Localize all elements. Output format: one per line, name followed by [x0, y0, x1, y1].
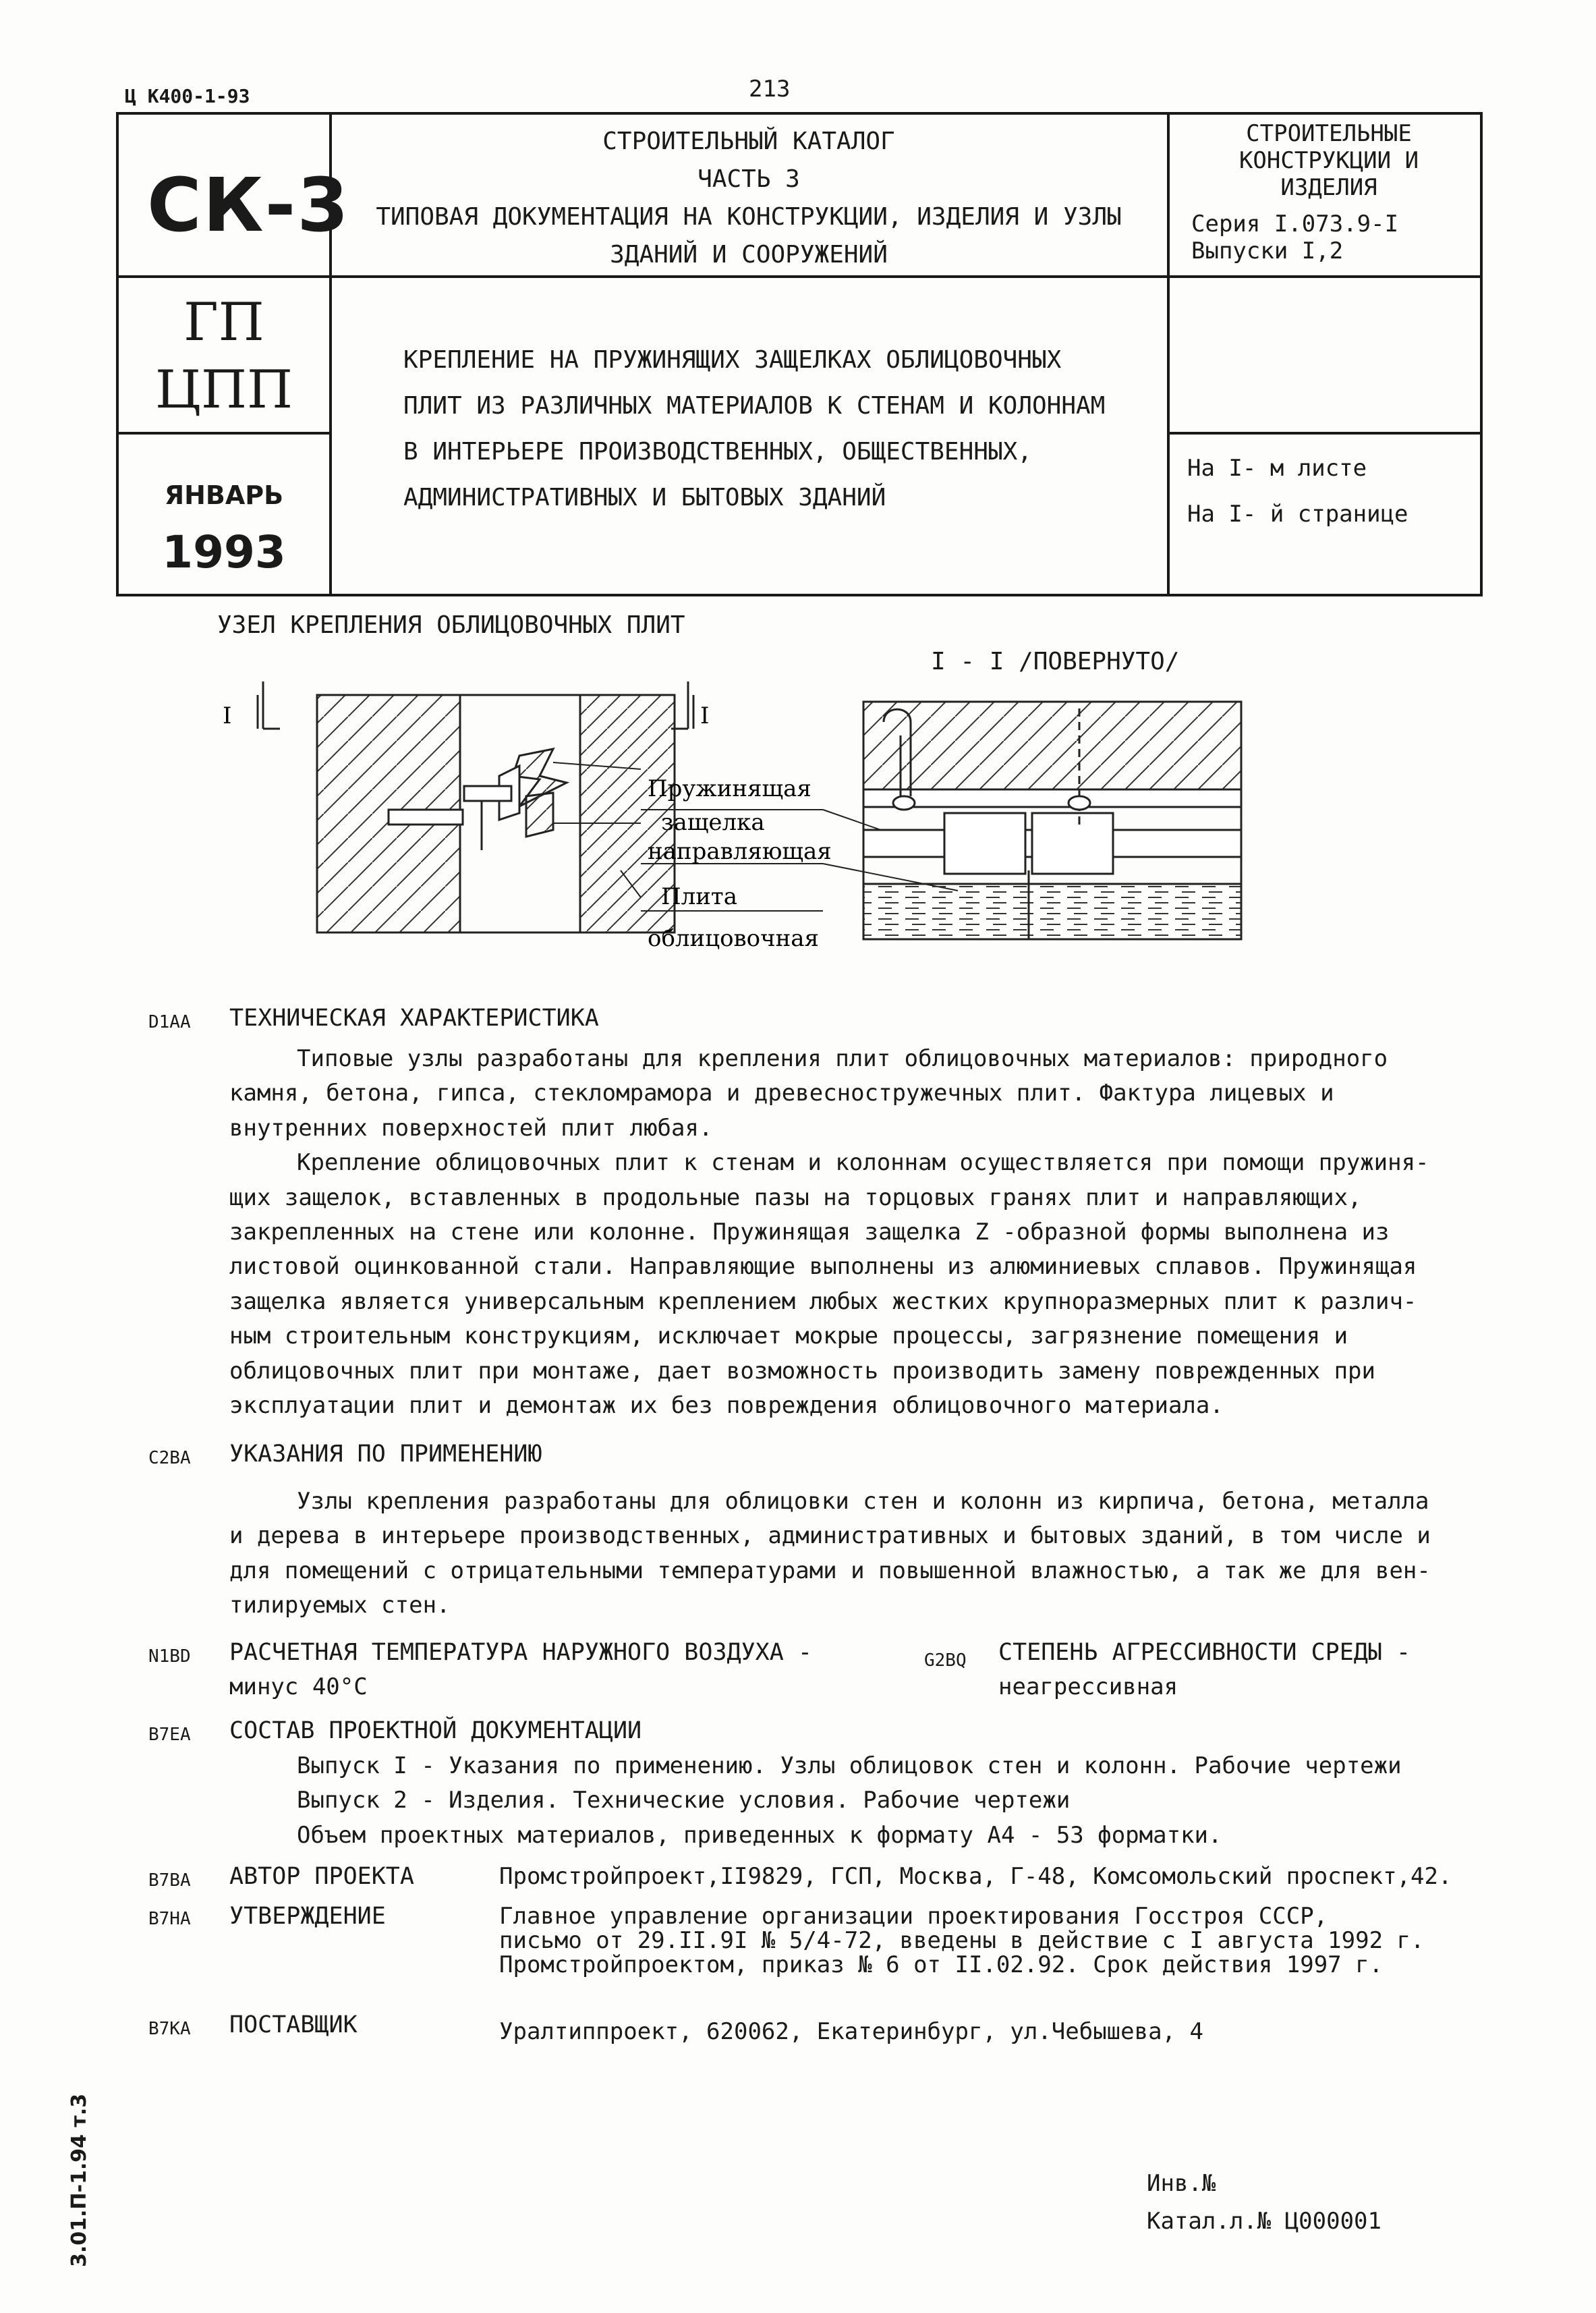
divider — [1167, 432, 1483, 435]
title-line: КРЕПЛЕНИЕ НА ПРУЖИНЯЩИХ ЗАЩЕЛКАХ ОБЛИЦОВОЧНЫХ — [403, 346, 1062, 374]
divider — [1167, 112, 1170, 596]
catalog-line: СТРОИТЕЛЬНЫЙ КАТАЛОГ — [602, 128, 895, 155]
section-heading: СТЕПЕНЬ АГРЕССИВНОСТИ СРЕДЫ - — [998, 1639, 1411, 1666]
org-line: ЦПП — [154, 360, 293, 420]
inventory-number: Инв.№ — [1147, 2170, 1216, 2197]
text-line: листовой оцинкованной стали. Направляющие выполнены из алюминиевых сплавов. Пружинящая — [229, 1253, 1417, 1281]
text-line: Типовые узлы разработаны для крепления плит облицовочных материалов: природного — [297, 1045, 1388, 1072]
org-block — [119, 289, 329, 424]
supplier-address: Уралтиппроект, 620062, Екатеринбург, ул.Чебышева, 4 — [499, 2018, 1203, 2045]
year-label: 1993 — [162, 526, 286, 578]
section-aggressiveness — [924, 1636, 1477, 1705]
divider — [116, 432, 331, 435]
label-guide: направляющая — [648, 838, 832, 865]
section-documentation — [148, 1714, 1484, 1853]
section-heading: УКАЗАНИЯ ПО ПРИМЕНЕНИЮ — [229, 1441, 542, 1468]
divider — [116, 275, 1483, 278]
cladding-section — [863, 884, 1241, 939]
section-code: B7KA — [148, 2019, 191, 2039]
catalog-sheet-number: Катал.л.№ Ц000001 — [1147, 2208, 1381, 2235]
title-line: В ИНТЕРЬЕРЕ ПРОИЗВОДСТВЕННЫХ, ОБЩЕСТВЕННЫХ, — [403, 438, 1032, 466]
category-line: КОНСТРУКЦИИ И — [1238, 147, 1419, 174]
text-line: Промстройпроектом, приказ № 6 от II.02.92. Срок действия 1997 г. — [499, 1951, 1384, 1978]
section-code: N1BD — [148, 1646, 191, 1667]
label-plate-1: Плита — [661, 883, 737, 910]
section-tech — [148, 1001, 1484, 1423]
issues-label: Выпуски I,2 — [1191, 238, 1344, 264]
brand-logo: СК-3 — [147, 162, 350, 248]
text-line: щих защелок, вставленных в продольные пазы на торцовых гранях плит и направляющих, — [229, 1183, 1362, 1211]
catalog-footer — [1147, 2165, 1381, 2240]
author-address: Промстройпроект,II9829, ГСП, Москва, Г-48, Комсомольский проспект,42. — [499, 1863, 1452, 1890]
text-line: Выпуск I - Указания по применению. Узлы облицовок стен и колонн. Рабочие чертежи — [297, 1752, 1402, 1779]
title-line: АДМИНИСТРАТИВНЫХ И БЫТОВЫХ ЗДАНИЙ — [403, 484, 886, 511]
cut-mark-left — [258, 681, 280, 729]
cut-label-right: I — [700, 702, 710, 729]
text-line: облицовочных плит при монтаже, дает возможность производить замену поврежденных при — [229, 1357, 1375, 1385]
section-heading: ПОСТАВЩИК — [229, 2011, 358, 2038]
dowel — [389, 810, 463, 825]
section-code: B7BA — [148, 1870, 191, 1891]
fastening-diagram — [202, 668, 1255, 972]
label-latch-2: защелка — [661, 809, 765, 836]
plan-view — [317, 695, 675, 932]
wall-section — [863, 702, 1241, 789]
temperature-value: минус 40°С — [229, 1673, 368, 1701]
sheet-count: На I- м листе — [1187, 455, 1367, 482]
section-code: B7HA — [148, 1909, 191, 1929]
guide-rail — [526, 793, 553, 837]
org-line: ГП — [183, 292, 264, 353]
category-line: ИЗДЕЛИЯ — [1280, 174, 1377, 201]
catalog-line: ТИПОВАЯ ДОКУМЕНТАЦИЯ НА КОНСТРУКЦИИ, ИЗДЕЛИЯ И УЗЛЫ — [376, 203, 1122, 231]
catalog-line: ЗДАНИЙ И СООРУЖЕНИЙ — [610, 241, 888, 269]
page-number: 213 — [749, 76, 791, 103]
month-label: ЯНВАРЬ — [164, 480, 284, 510]
series-label: Серия I.073.9-I — [1191, 211, 1399, 238]
section-code: B7EA — [148, 1725, 191, 1745]
label-latch-1: Пружинящая — [648, 775, 811, 802]
section-view — [863, 702, 1241, 939]
text-line: эксплуатации плит и демонтаж их без повреждения облицовочного материала. — [229, 1392, 1224, 1420]
section-heading: УТВЕРЖДЕНИЕ — [229, 1903, 386, 1930]
catalog-title — [332, 123, 1166, 274]
section-code: C2BA — [148, 1448, 191, 1468]
label-plate-2: облицовочная — [648, 925, 820, 952]
category-line: СТРОИТЕЛЬНЫЕ — [1246, 120, 1412, 147]
aggressiveness-value: неагрессивная — [998, 1673, 1178, 1701]
side-code: 3.01.П-1.94 т.3 — [67, 2093, 91, 2267]
text-line: и дерева в интерьере производственных, административных и бытовых зданий, в том числе и — [229, 1522, 1431, 1550]
text-line: для помещений с отрицательными температурами и повышенной влажностью, а так же для вен- — [229, 1557, 1431, 1584]
text-line: Узлы крепления разработаны для облицовки стен и колонн из кирпича, бетона, металла — [297, 1488, 1429, 1515]
diagram-caption: УЗЕЛ КРЕПЛЕНИЯ ОБЛИЦОВОЧНЫХ ПЛИТ — [217, 611, 685, 639]
text-line: Главное управление организации проектирования Госстроя СССР, — [499, 1903, 1328, 1930]
section-heading: АВТОР ПРОЕКТА — [229, 1863, 414, 1890]
text-line: закрепленных на стене или колонне. Пружинящая защелка Z -образной формы выполнена из — [229, 1219, 1390, 1246]
cladding-plate — [580, 695, 675, 932]
bolt — [464, 786, 511, 801]
text-line: письмо от 29.II.9I № 5/4-72, введены в действие с I августа 1992 г. — [499, 1927, 1425, 1954]
section-code: D1AA — [148, 1012, 191, 1032]
text-line: защелка является универсальным креплением любых жестких крупноразмерных плит к различ- — [229, 1287, 1417, 1315]
catalog-line: ЧАСТЬ 3 — [697, 165, 800, 193]
section-heading: ТЕХНИЧЕСКАЯ ХАРАКТЕРИСТИКА — [229, 1005, 599, 1032]
section-usage — [148, 1437, 1484, 1623]
page-count: На I- й странице — [1187, 501, 1408, 528]
section-title: I - I /ПОВЕРНУТО/ — [931, 648, 1180, 675]
section-heading: СОСТАВ ПРОЕКТНОЙ ДОКУМЕНТАЦИИ — [229, 1717, 642, 1744]
text-line: тилируемых стен. — [229, 1592, 451, 1619]
document-code: Ц К400-1-93 — [125, 85, 250, 107]
section-heading: РАСЧЕТНАЯ ТЕМПЕРАТУРА НАРУЖНОГО ВОЗДУХА - — [229, 1639, 812, 1666]
text-line: внутренних поверхностей плит любая. — [229, 1114, 713, 1142]
text-line: камня, бетона, гипса, стекломрамора и древесностружечных плит. Фактура лицевых и — [229, 1080, 1334, 1107]
section-temperature — [148, 1636, 890, 1705]
sheet-info — [1187, 445, 1408, 537]
text-line: Крепление облицовочных плит к стенам и колоннам осуществляется при помощи пружиня- — [297, 1149, 1429, 1177]
document-title — [403, 337, 1159, 521]
title-line: ПЛИТ ИЗ РАЗЛИЧНЫХ МАТЕРИАЛОВ К СТЕНАМ И КОЛОННАМ — [403, 392, 1106, 420]
section-code: G2BQ — [924, 1650, 967, 1671]
text-line: Выпуск 2 - Изделия. Технические условия. Рабочие чертежи — [297, 1787, 1071, 1814]
text-line: ным строительным конструкциям, исключает мокрые процессы, загрязнение помещения и — [229, 1322, 1348, 1350]
category-block — [1187, 120, 1471, 264]
text-line: Объем проектных материалов, приведенных к формату А4 - 53 форматки. — [297, 1821, 1222, 1849]
cut-label-left: I — [223, 702, 232, 729]
